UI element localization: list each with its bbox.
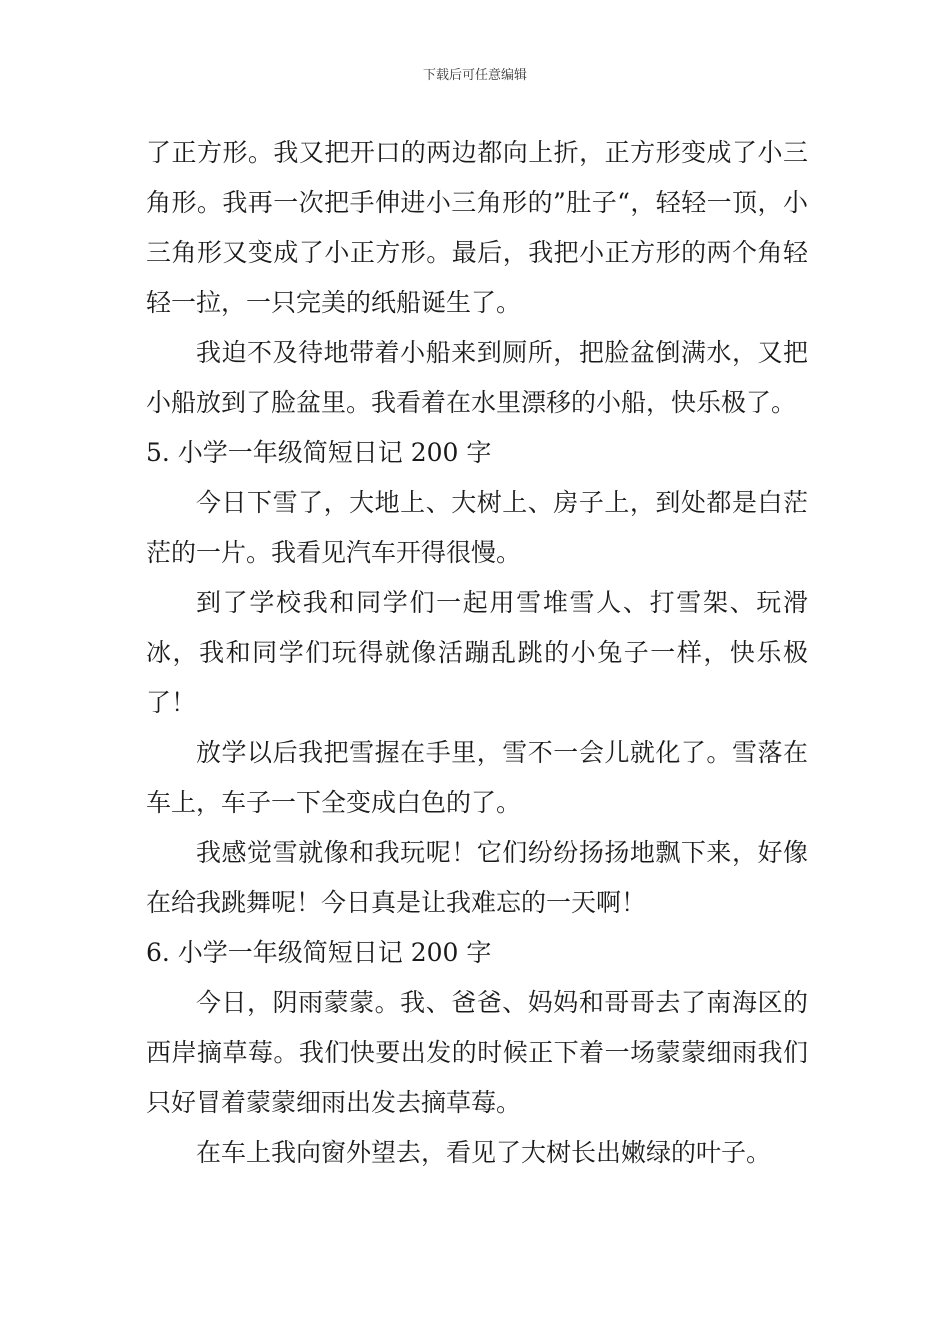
paragraph: 今日，阴雨蒙蒙。我、爸爸、妈妈和哥哥去了南海区的西岸摘草莓。我们快要出发的时候正下着一场蒙蒙细雨我们只好冒着蒙蒙细雨出发去摘草莓。 [146, 988, 808, 1117]
document-body [146, 128, 808, 1178]
paragraph: 我感觉雪就像和我玩呢！它们纷纷扬扬地飘下来，好像在给我跳舞呢！今日真是让我难忘的一天啊！ [146, 838, 808, 917]
paragraph: 今日下雪了，大地上、大树上、房子上，到处都是白茫茫的一片。我看见汽车开得很慢。 [146, 488, 808, 567]
section-heading: 5. 小学一年级简短日记 200 字 [146, 438, 492, 467]
paragraph: 在车上我向窗外望去，看见了大树长出嫩绿的叶子。 [196, 1138, 772, 1167]
section-heading: 6. 小学一年级简短日记 200 字 [146, 938, 492, 967]
paragraph: 了正方形。我又把开口的两边都向上折，正方形变成了小三角形。我再一次把手伸进小三角形的”肚子“，轻轻一顶，小三角形又变成了小正方形。最后，我把小正方形的两个角轻轻一拉，一只完美的纸船诞生了。 [146, 138, 808, 317]
page-header: 下载后可任意编辑 [422, 68, 527, 83]
paragraph: 放学以后我把雪握在手里，雪不一会儿就化了。雪落在车上，车子一下全变成白色的了。 [146, 738, 808, 817]
paragraph: 我迫不及待地带着小船来到厕所，把脸盆倒满水，又把小船放到了脸盆里。我看着在水里漂移的小船，快乐极了。 [146, 338, 808, 417]
paragraph: 到了学校我和同学们一起用雪堆雪人、打雪架、玩滑冰，我和同学们玩得就像活蹦乱跳的小兔子一样，快乐极了！ [146, 588, 808, 717]
